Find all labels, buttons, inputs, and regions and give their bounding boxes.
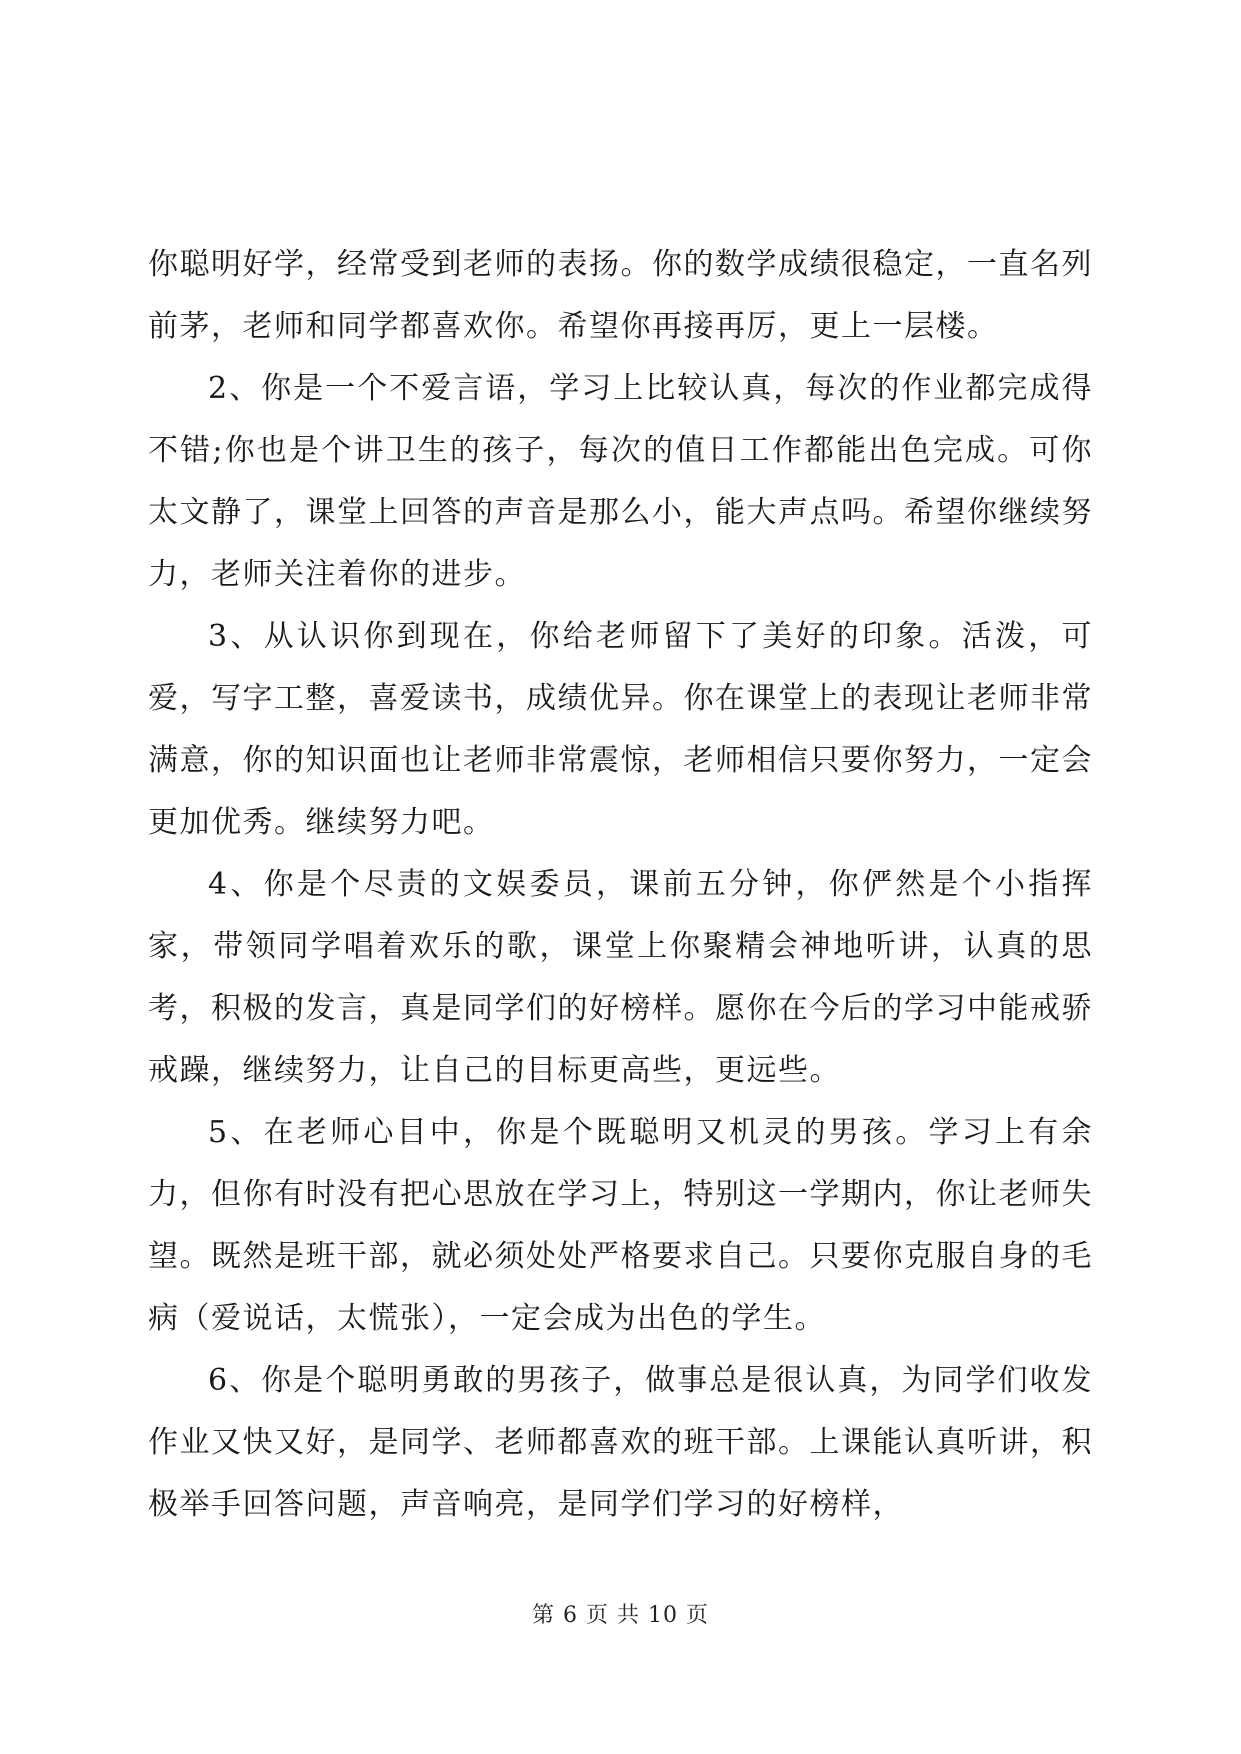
page-number-footer: 第 6 页 共 10 页 <box>532 1603 709 1628</box>
document-body <box>148 234 1093 1536</box>
paragraph-4: 4、你是个尽责的文娱委员，课前五分钟，你俨然是个小指挥家，带领同学唱着欢乐的歌，课堂上你聚精会神地听讲，认真的思考，积极的发言，真是同学们的好榜样。愿你在今后的学习中能戒骄戒躁，继续努力，让自己的目标更高些，更远些。 <box>148 867 1093 1088</box>
paragraph-5: 5、在老师心目中，你是个既聪明又机灵的男孩。学习上有余力，但你有时没有把心思放在学习上，特别这一学期内，你让老师失望。既然是班干部，就必须处处严格要求自己。只要你克服自身的毛病（爱说话，太慌张），一定会成为出色的学生。 <box>148 1115 1093 1336</box>
paragraph-2: 2、你是一个不爱言语，学习上比较认真，每次的作业都完成得不错;你也是个讲卫生的孩子，每次的值日工作都能出色完成。可你太文静了，课堂上回答的声音是那么小，能大声点吗。希望你继续努力，老师关注着你的进步。 <box>148 371 1093 592</box>
paragraph-6: 6、你是个聪明勇敢的男孩子，做事总是很认真，为同学们收发作业又快又好，是同学、老师都喜欢的班干部。上课能认真听讲，积极举手回答问题，声音响亮，是同学们学习的好榜样， <box>148 1363 1093 1522</box>
paragraph-1: 你聪明好学，经常受到老师的表扬。你的数学成绩很稳定，一直名列前茅，老师和同学都喜欢你。希望你再接再厉，更上一层楼。 <box>148 247 1093 344</box>
paragraph-3: 3、从认识你到现在，你给老师留下了美好的印象。活泼，可爱，写字工整，喜爱读书，成绩优异。你在课堂上的表现让老师非常满意，你的知识面也让老师非常震惊，老师相信只要你努力，一定会更加优秀。继续努力吧。 <box>148 619 1093 840</box>
